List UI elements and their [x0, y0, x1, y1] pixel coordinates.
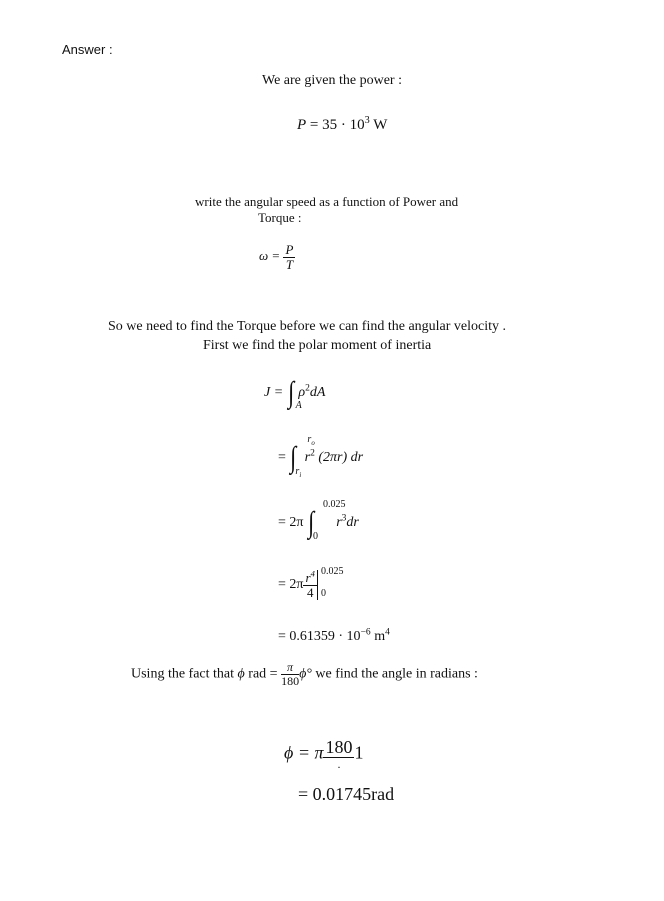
- J2-tail: (2πr) dr: [318, 450, 364, 466]
- phi-equation-2: = 0.01745rad: [298, 784, 395, 804]
- J-equation-3: [278, 499, 359, 542]
- phi-symbol: ϕ: [237, 666, 245, 682]
- answer-label: Answer :: [62, 42, 113, 57]
- integral-A: [287, 376, 302, 411]
- phi-equation-1: [284, 738, 363, 770]
- J-equation-4: [278, 566, 352, 600]
- upper-limit: $r_o$: [307, 434, 315, 447]
- power-value: = 35 · 10: [309, 117, 365, 133]
- J1-tail: dA: [309, 385, 326, 401]
- J5-value: = 0.61359 · 10: [278, 629, 361, 644]
- J3-eq: = 2π: [278, 515, 304, 531]
- J5-exponent: −6: [360, 627, 371, 638]
- J-lhs: J =: [264, 385, 284, 401]
- given-power-text: We are given the power :: [262, 73, 402, 88]
- integral-ri-ro: [289, 434, 315, 479]
- phi1-denominator: .: [337, 756, 341, 771]
- J-equation-5: [278, 629, 390, 645]
- J4-eq: = 2π: [278, 577, 304, 593]
- power-unit: W: [373, 117, 388, 133]
- power-exponent: 3: [364, 115, 370, 126]
- eval-upper: 0.025: [320, 566, 344, 577]
- lower-limit: $r_i$: [295, 466, 302, 479]
- J4-denominator: 4: [306, 584, 314, 600]
- upper-limit: 0.025: [322, 499, 346, 510]
- J4-numerator: $r^4$: [305, 568, 315, 585]
- J1-sup: 2: [305, 383, 310, 394]
- phi1-numerator: 180: [325, 737, 353, 757]
- angle-numerator: π: [281, 661, 299, 675]
- angle-denominator: 180: [281, 673, 300, 688]
- power-equation: [297, 117, 387, 134]
- integral-0-0025: [307, 499, 346, 542]
- integral-A-sub: A: [295, 400, 302, 411]
- J3-body: r: [336, 515, 342, 531]
- omega-equation: [259, 243, 295, 271]
- lower-limit: 0: [312, 531, 318, 542]
- J5-unit: m: [374, 629, 386, 644]
- J5-unit-sup: 4: [385, 627, 390, 638]
- integral-sign: ∫: [290, 441, 297, 474]
- omega-denominator: T: [285, 256, 294, 272]
- angle-suffix: we find the angle in radians :: [315, 666, 478, 682]
- angle-prefix: Using the fact that: [131, 666, 235, 682]
- angular-speed-line-2: Torque :: [258, 210, 302, 225]
- J2-sup: 2: [310, 448, 315, 459]
- torque-line-2: First we find the polar moment of inertia: [203, 338, 432, 353]
- J2-eq: =: [278, 450, 286, 466]
- J2-body: r: [304, 450, 311, 466]
- J3-sup: 3: [341, 513, 347, 524]
- J-equation-2: [278, 434, 364, 479]
- torque-line-1: So we need to find the Torque before we can find the angular velocity .: [108, 319, 507, 334]
- phi1-fraction: [323, 738, 354, 770]
- omega-lhs: ω =: [259, 248, 281, 264]
- angle-rad: rad =: [248, 666, 278, 682]
- J1-body: ρ: [298, 385, 306, 401]
- eval-lower: 0: [320, 588, 326, 599]
- evaluation-bar: [317, 566, 352, 600]
- angular-speed-line-1: write the angular speed as a function of Power and: [195, 194, 459, 209]
- omega-numerator: P: [285, 242, 294, 257]
- angle-fraction: [281, 661, 299, 687]
- J3-tail: dr: [346, 515, 359, 531]
- integral-sign: ∫: [287, 376, 294, 409]
- J4-fraction: [303, 568, 316, 600]
- integral-sign: ∫: [307, 506, 315, 539]
- angle-tail: ϕ°: [299, 666, 312, 682]
- phi1-lhs: ϕ = π: [284, 742, 324, 763]
- phi1-tail: 1: [354, 742, 364, 763]
- omega-fraction: [283, 243, 295, 271]
- power-symbol: P: [297, 117, 307, 133]
- angle-conversion-line: [131, 661, 478, 687]
- J-equation-1: [264, 376, 326, 411]
